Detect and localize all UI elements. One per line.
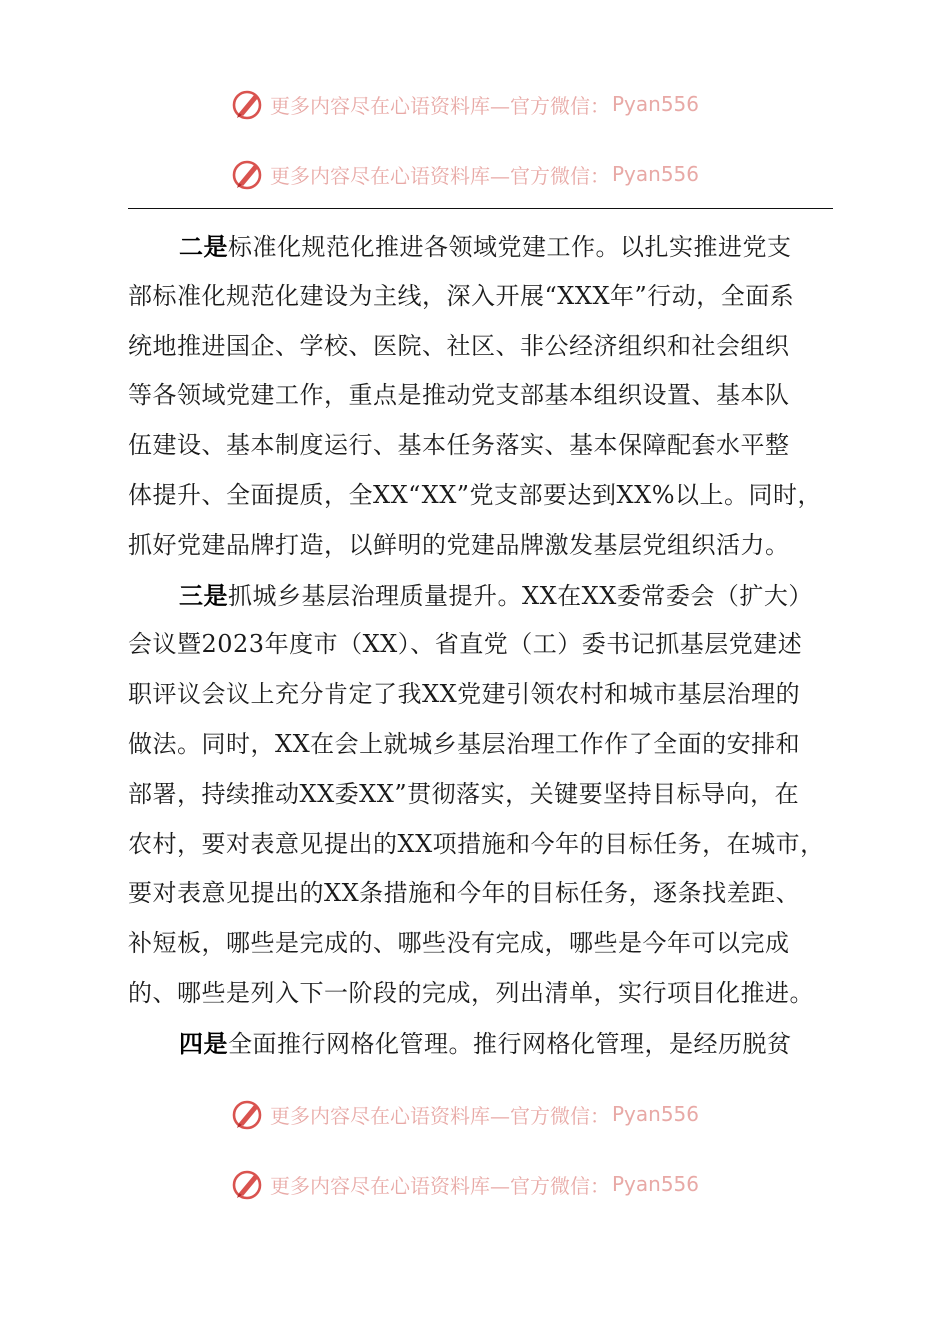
paragraph-3-line-1: 四是全面推行网格化管理。推行网格化管理，是经历脱贫 — [179, 1028, 792, 1058]
watermark-text: 更多内容尽在心语资料库—官方微信： — [270, 1173, 610, 1198]
paragraph-1-line-5: 伍建设、基本制度运行、基本任务落实、基本保障配套水平整 — [128, 431, 790, 460]
watermark-text: 更多内容尽在心语资料库—官方微信： — [270, 1103, 610, 1128]
pen-logo-icon — [230, 1097, 264, 1131]
paragraph-2-line-3: 职评议会议上充分肯定了我XX党建引领农村和城市基层治理的 — [128, 680, 801, 709]
document-body — [128, 222, 840, 1069]
watermark-brand: Pyan556 — [612, 1102, 700, 1126]
watermark-banner-bottom-1 — [230, 1096, 699, 1132]
paragraph-lead: 四是 — [179, 1028, 228, 1058]
pen-logo-icon — [230, 157, 264, 191]
paragraph-1-line-7: 抓好党建品牌打造，以鲜明的党建品牌激发基层党组织活力。 — [128, 530, 790, 559]
watermark-banner-top-2 — [230, 156, 699, 192]
paragraph-2-line-8: 补短板，哪些是完成的、哪些没有完成，哪些是今年可以完成 — [128, 929, 790, 958]
paragraph-2-line-7: 要对表意见提出的XX条措施和今年的目标任务，逐条找差距、 — [128, 879, 801, 908]
paragraph-2-line-4: 做法。同时，XX在会上就城乡基层治理工作作了全面的安排和 — [128, 729, 801, 758]
paragraph-lead: 三是 — [179, 580, 228, 610]
watermark-text: 更多内容尽在心语资料库—官方微信： — [270, 163, 610, 188]
paragraph-2-line-2: 会议暨2023年度市（XX）、省直党（工）委书记抓基层党建述 — [128, 630, 803, 659]
watermark-brand: Pyan556 — [612, 1172, 700, 1196]
paragraph-2-line-9: 的、哪些是列入下一阶段的完成，列出清单，实行项目化推进。 — [128, 978, 814, 1007]
paragraph-1-line-2: 部标准化规范化建设为主线，深入开展“XXX年”行动，全面系 — [128, 281, 795, 310]
watermark-brand: Pyan556 — [612, 162, 700, 186]
paragraph-2-line-5: 部署，持续推动XX委XX”贯彻落实，关键要坚持目标导向，在 — [128, 779, 800, 808]
paragraph-lead: 二是 — [179, 232, 228, 261]
pen-logo-icon — [230, 1167, 264, 1201]
watermark-brand: Pyan556 — [612, 92, 700, 116]
watermark-banner-bottom-2 — [230, 1166, 699, 1202]
header-divider — [128, 208, 833, 209]
paragraph-1-line-1: 二是标准化规范化推进各领域党建工作。以扎实推进党支 — [179, 232, 792, 261]
paragraph-1-line-6: 体提升、全面提质，全XX“XX”党支部要达到XX%以上。同时， — [128, 480, 823, 509]
watermark-banner-top-1 — [230, 86, 699, 122]
paragraph-1-line-4: 等各领域党建工作，重点是推动党支部基本组织设置、基本队 — [128, 381, 790, 410]
paragraph-2-line-1: 三是抓城乡基层治理质量提升。XX在XX委常委会（扩大） — [179, 580, 813, 610]
watermark-text: 更多内容尽在心语资料库—官方微信： — [270, 93, 610, 118]
paragraph-2-line-6: 农村，要对表意见提出的XX项措施和今年的目标任务，在城市， — [128, 829, 825, 858]
paragraph-1-line-3: 统地推进国企、学校、医院、社区、非公经济组织和社会组织 — [128, 331, 790, 360]
pen-logo-icon — [230, 87, 264, 121]
